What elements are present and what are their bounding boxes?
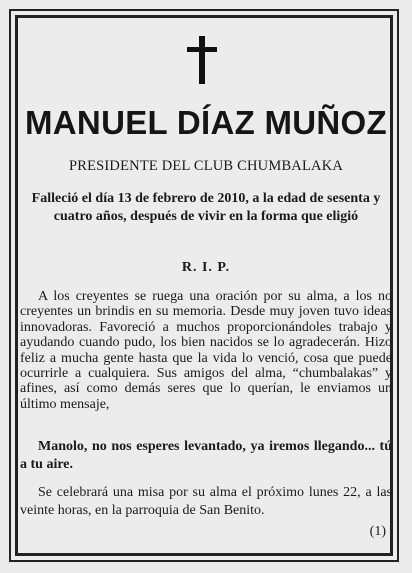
rip-label: R. I. P. (181, 260, 231, 275)
inner-frame (15, 15, 393, 556)
cross-icon (187, 36, 217, 84)
death-announcement: Falleció el día 13 de febrero de 2010, a la edad de sesenta y cuatro años, después de vivir en la forma que eligió (31, 191, 381, 224)
deceased-name: MANUEL DÍAZ MUÑOZ (25, 104, 387, 141)
obituary-body-text: A los creyentes se ruega una oración por su alma, a los no creyentes un brindis en su memoria. Desde muy joven tuvo ideas innovadoras. Favoreció a muchos proporcionándoles trabajo y ayudando cuando pudo, los bien nacidos se lo agradecerán. Hizo feliz a mucha gente hasta que la vida lo venció, cosa que puede ocurrirle a cualquiera. Sus amigos del alma, “chumbalakas” y afines, así como demás seres que lo querían, le enviamos un último mensaje, (20, 289, 392, 412)
farewell-message (20, 438, 392, 474)
farewell-text: Manolo, no nos esperes levantado, ya iremos llegando... tú a tu aire. (20, 439, 392, 472)
mass-text: Se celebrará una misa por su alma el próximo lunes 22, a las veinte horas, en la parroquia de San Benito. (20, 485, 392, 518)
page-number: (1) (369, 524, 386, 539)
mass-notice (20, 484, 392, 520)
deceased-title: PRESIDENTE DEL CLUB CHUMBALAKA (68, 158, 344, 174)
obituary-body (20, 289, 392, 412)
